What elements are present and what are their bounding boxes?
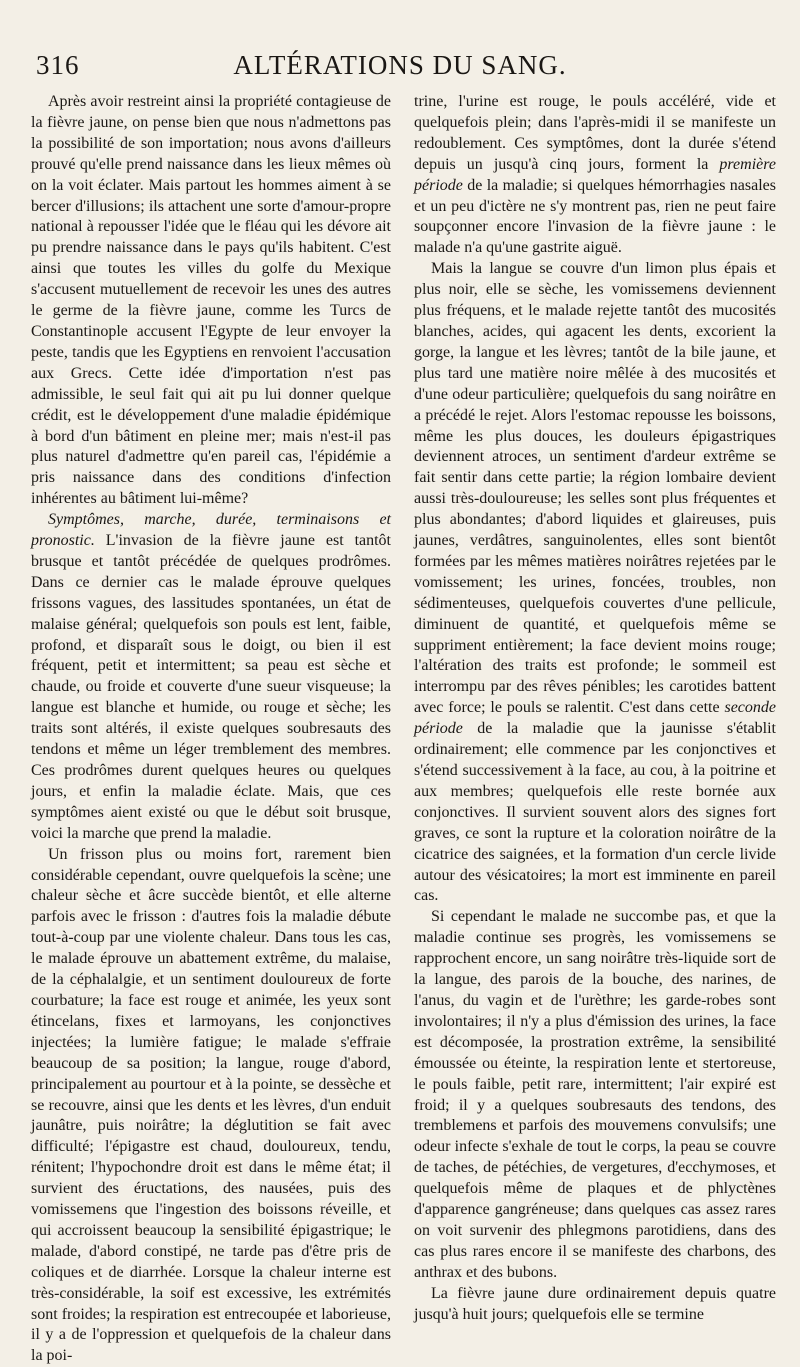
- paragraph-symptoms-body: L'invasion de la fièvre jaune est tantôt brusque et tantôt précédée de quelques prodrômes. Dans ce dernier cas le malade éprouve quelques frissons vagues, des lassitudes spontanées, un état de malaise général; quelquefois son pouls est lent, faible, profond, et disparaît sous le doigt, ou bien il est fréquent, petit et intermittent; sa peau est sèche et chaude, ou froide et couverte d'une sueur visqueuse; la langue est blanche et humide, ou rouge et sèche; les traits sont altérés, il existe quelques soubresauts des tendons et même un léger tremblement des membres. Ces prodrômes durent quelques heures ou quelques jours, et enfin la maladie éclate. Mais, que ces symptômes aient existé ou que le début soit brusque, voici la marche que prend la maladie.: [31, 532, 391, 842]
- section-heading-symptoms: Symptômes, marche, durée, terminaisons et pronostic.: [31, 511, 391, 550]
- page-header: [0, 50, 800, 90]
- left-column: [31, 92, 391, 1367]
- paragraph-first-period: [414, 92, 776, 259]
- running-title: ALTÉRATIONS DU SANG.: [233, 50, 567, 80]
- paragraph-progression: Si cependant le malade ne succombe pas, et que la maladie continue ses progrès, les vomissemens se rapprochent encore, un sang noirâtre très-liquide sort de la langue, des parois de la bouche, des narines, de l'anus, du vagin et de l'urèthre; les garde-robes sont involontaires; il n'y a plus d'émission des urines, la face est décomposée, la prostration extrême, la sensibilité émoussée ou éteinte, la respiration lente et stertoreuse, le pouls faible, petit rare, intermittent; l'air expiré est froid; il y a quelques soubresauts des tendons, des tremblemens et parfois des mouvemens convulsifs; une odeur infecte s'exhale de tout le corps, la peau se couvre de taches, de pétéchies, de vergetures, d'ecchymoses, et quelquefois même de plaques et de phlyctènes d'apparence gangréneuse; dans quelques cas assez rares on voit survenir des phlegmons parotidiens, dans des cas plus rares encore il se manifeste des charbons, des anthrax et des bubons.: [414, 908, 776, 1281]
- text-run: trine, l'urine est rouge, le pouls accéléré, vide et quelquefois plein; dans l'après-midi il se manifeste un redoublement. Ces symptômes, dont la durée s'étend depuis un jusqu'à cinq jours, forment la: [414, 93, 776, 173]
- paragraph-symptoms-intro: [31, 510, 391, 845]
- emphasis-second-period: seconde période: [414, 699, 776, 738]
- paragraph-importation: Après avoir restreint ainsi la propriété contagieuse de la fièvre jaune, on pense bien que nous n'admettons pas la possibilité de son importation; nous avons d'ailleurs prouvé qu'elle prend naissance dans les lieux mêmes où on la voit éclater. Mais partout les hommes aiment à se bercer d'illusions; ils attachent une sorte d'amour-propre national à repousser l'idée que le fléau qui les dévore ait pu prendre naissance dans le pays qu'ils habitent. C'est ainsi que toutes les villes du golfe du Mexique s'accusent mutuellement de recevoir les unes des autres le germe de la fièvre jaune, comme les Turcs de Constantinople accusent l'Egypte de leur envoyer la peste, tandis que les Egyptiens en renvoient l'accusation aux Grecs. Cette idée d'importation n'est pas admissible, le seul fait qui ait pu lui donner quelque crédit, est le développement d'une maladie épidémique à bord d'un bâtiment en pleine mer; mais n'est-il pas plus naturel d'admettre qu'en pareil cas, l'épidémie a pris naissance dans des conditions d'infection inhérentes au bâtiment lui-même?: [31, 93, 391, 508]
- text-run: Mais la langue se couvre d'un limon plus épais et plus noir, elle se sèche, les vomissemens deviennent plus fréquens, et le malade rejette tantôt des mucosités blanches, acides, qui agacent les dents, excorient la gorge, la langue et les lèvres; tantôt de la bile jaune, et plus tard une matière noire mêlée à des mucosités et d'une odeur particulière; quelquefois du sang noirâtre en a précédé le rejet. Alors l'estomac repousse les boissons, même les plus douces, les douleurs épigastriques deviennent atroces, un sentiment d'ardeur extrême se fait sentir dans cette partie; la région lombaire devient aussi très-douloureuse; les selles sont plus fréquentes et plus abondantes; d'abord liquides et glaireuses, puis jaunes, verdâtres, sanguinolentes, elles sont bientôt formées par les mêmes matières noirâtres rejetées par le vomissement; les urines, foncées, troubles, non sédimenteuses, quelquefois couvertes d'une pellicule, diminuent de quantité, et quelquefois même se suppriment entièrement; la face devient moins rouge; l'altération des traits est profonde; le sommeil est interrompu par des rêves pénibles; les carotides battent avec force; le pouls se ralentit. C'est dans cette: [414, 260, 776, 717]
- right-column: [414, 92, 776, 1325]
- emphasis-first-period: première période: [414, 155, 776, 194]
- paragraph-first-stage: Un frisson plus ou moins fort, rarement bien considérable cependant, ouvre quelquefois la scène; une chaleur sèche et âcre succède bientôt, et elle alterne parfois avec le frisson : d'autres fois la maladie débute tout-à-coup par une violente chaleur. Dans tous les cas, le malade éprouve un abattement extrême, du malaise, de la céphalalgie, et un sentiment douloureux de forte courbature; la face est rouge et animée, les yeux sont étincelans, fixes et larmoyans, les conjonctives injectées; la lumière fatigue; le malade s'effraie beaucoup de sa position; la langue, rouge d'abord, principalement au pourtour et à la pointe, se dessèche et se recouvre, ainsi que les dents et les lèvres, d'un enduit jaunâtre, puis noirâtre; la déglutition se fait avec difficulté; l'épigastre est chaud, douloureux, tendu, rénitent; l'hypochondre droit est dans le même état; il survient des éructations, des nausées, puis des vomissemens que l'ingestion des boissons réveille, et qui accroissent beaucoup la sensibilité épigastrique; le malade, d'abord constipé, ne tarde pas d'être pris de coliques et de diarrhée. Lorsque la chaleur interne est très-considérable, la soif est excessive, les extrémités sont froides; la respiration est entrecoupée et laborieuse, il y a de l'oppression et quelquefois de la chaleur dans la poi-: [31, 845, 391, 1365]
- text-run: de la maladie; si quelques hémorrhagies nasales et un peu d'ictère ne s'y montrent pas, rien ne peut faire soupçonner encore l'invasion de la fièvre jaune : le malade n'a qu'une gastrite aiguë.: [414, 176, 776, 257]
- paragraph-duration: La fièvre jaune dure ordinairement depuis quatre jusqu'à huit jours; quelquefois elle se termine: [414, 1284, 776, 1323]
- page-number: 316: [36, 50, 80, 80]
- text-run: de la maladie que la jaunisse s'établit ordinairement; elle commence par les conjonctives et s'étend successivement à la face, au cou, à la poitrine et aux membres; quelquefois elle reste bornée aux conjonctives. Il survient souvent alors des signes fort graves, ce sont la rupture et la coloration noirâtre de la cicatrice des saignées, et la formation d'un cercle livide autour des vésicatoires; la mort est imminente en pareil cas.: [414, 720, 776, 905]
- paragraph-second-period: [414, 259, 776, 907]
